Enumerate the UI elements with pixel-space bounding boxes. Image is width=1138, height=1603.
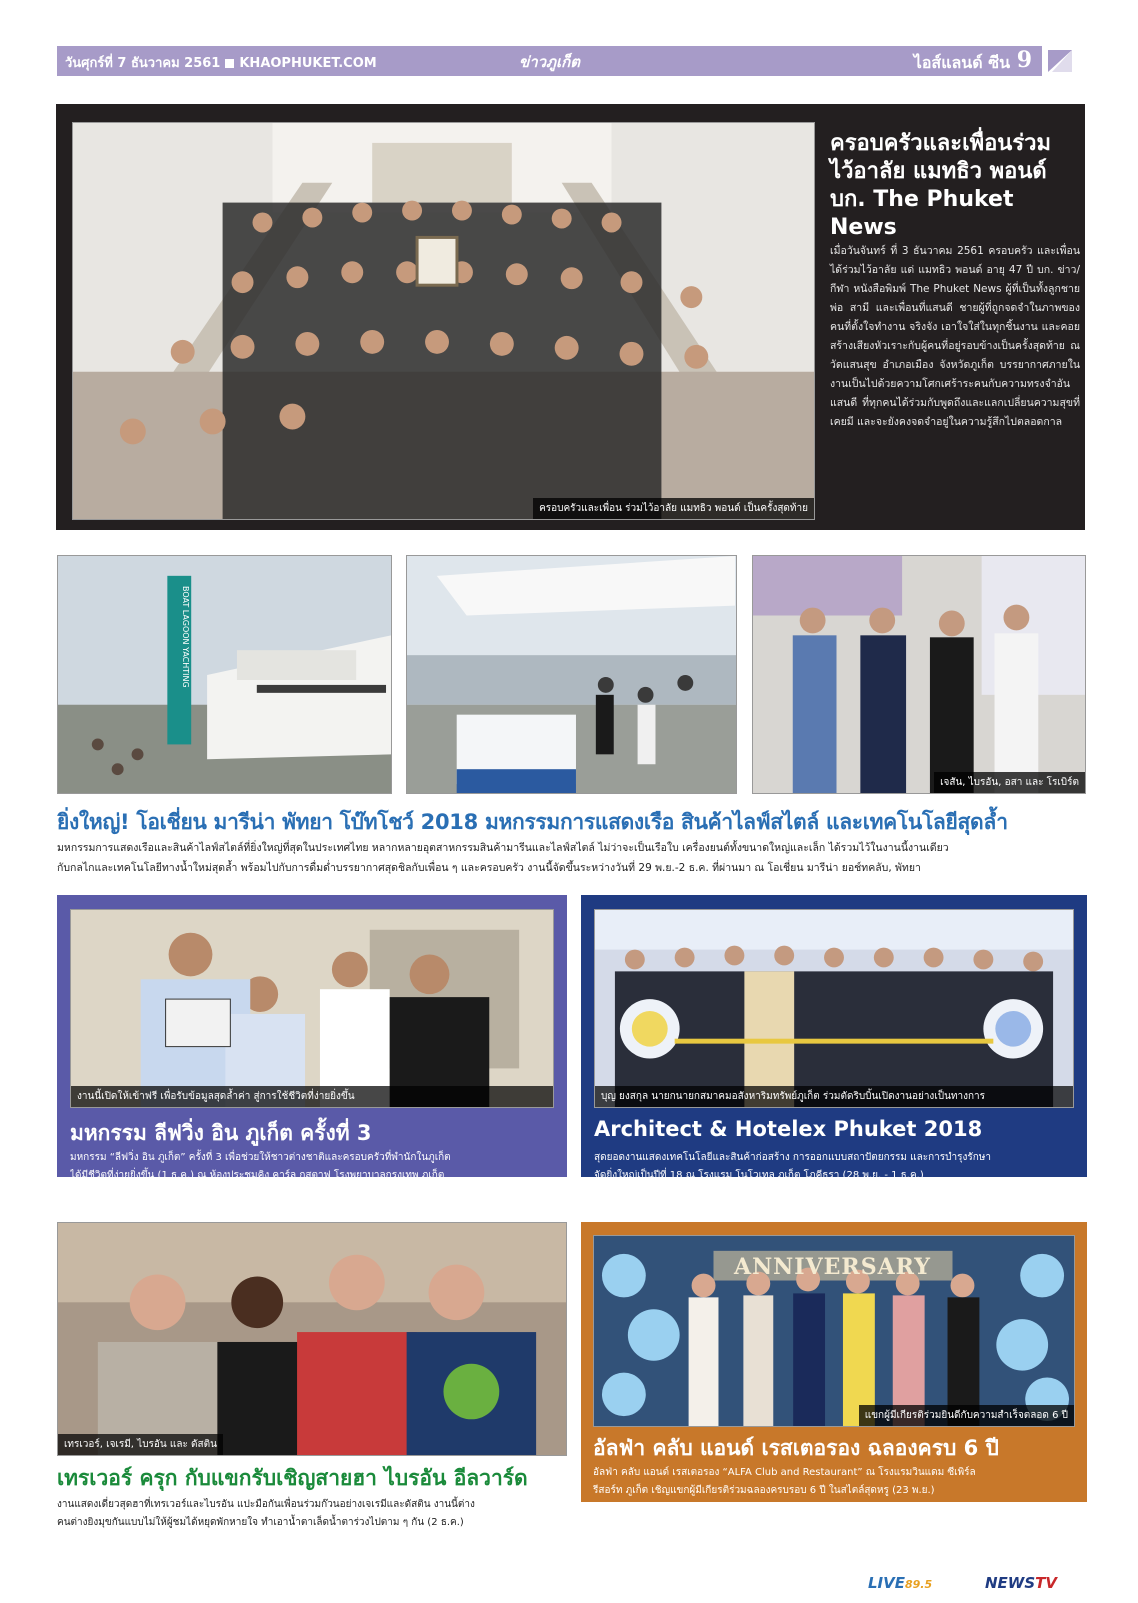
architect-hotelex-box (581, 895, 1087, 1181)
page-header (57, 46, 1078, 76)
body-line: สุดยอดงานแสดงเทคโนโลยีและสินค้าก่อสร้าง การออกแบบสถาปัตยกรรม และการบำรุงรักษา (594, 1152, 992, 1163)
live-radio-logo (868, 1574, 932, 1592)
architect-headline: Architect & Hotelex Phuket 2018 (594, 1117, 983, 1141)
body-line: มหกรรม “ลีฟวิ่ง อิน ภูเก็ต” ครั้งที่ 3 เพื่อช่วยให้ชาวต่างชาติและครอบครัวที่พำนักในภูเก็ต (70, 1152, 451, 1163)
alfa-club-box (581, 1222, 1087, 1502)
news-logo-text: NEWS (985, 1574, 1036, 1592)
comedy-headline: เทรเวอร์ ครุก กับแขกรับเชิญสายฮา ไบรอัน อีลวาร์ด (57, 1466, 528, 1490)
feature-title-line: ไว้อาลัย แมทธิว พอนด์ (830, 159, 1047, 184)
body-line: อัลฟ่า คลับ แอนด์ เรสเตอรอง “ALFA Club and Restaurant” ณ โรงแรมวินแดม ซีเพิร์ล (593, 1467, 976, 1478)
feature-body: เมื่อวันจันทร์ ที่ 3 ธันวาคม 2561 ครอบครัว และเพื่อนได้ร่วมไว้อาลัย แด่ แมทธิว พอนด์ อายุ 47 ปี บก. ข่าว/กีฬา หนังสือพิมพ์ The Phuket News ผู้ที่เป็นทั้งลูกชาย พ่อ สามี และเพื่อนที่แสนดี ชายผู้ที่ถูกจดจำในภาพของคนที่ตั้งใจทำงาน จริงจัง เอาใจใส่ในทุกชิ้นงาน และคอยสร้างเสียงหัวเราะกับผู้คนที่อยู่รอบข้างเป็นครั้งสุดท้าย ณ วัดแสนสุข อำเภอเมือง จังหวัดภูเก็ต บรรยากาศภายในงานเป็นไปด้วยความโศกเศร้าระคนกับความทรงจำอันแสนดี ที่ทุกคนได้ร่วมกับพูดถึงและแลกเปลี่ยนความสุขที่เคยมี และจะยังคงจดจำอยู่ในความรู้สึกไปตลอดกาล (830, 245, 1080, 428)
boat-show-photo-2 (406, 555, 737, 794)
anniversary-banner: ANNIVERSARY (734, 1254, 931, 1280)
feature-headline (830, 130, 1080, 242)
living-in-phuket-photo (70, 909, 554, 1108)
boat-show-photo-1 (57, 555, 392, 794)
live-frequency: 89.5 (905, 1578, 933, 1591)
body-line: งานแสดงเดี่ยวสุดฮาที่เทรเวอร์และไบรอัน แปะมือกันเพื่อนร่วมก๊วนอย่างเจเรมีและดัสติน งานนี้ต่าง (57, 1499, 475, 1510)
newspaper-logo: ข่าวภูเก็ต (519, 53, 580, 71)
section-name: ไอส์แลนด์ ซีน (913, 53, 1010, 72)
photo-caption: บุญ ยงสกุล นายกนายกสมาคมอสังหาริมทรัพย์ภูเก็ต ร่วมตัดริบบิ้นเปิดงานอย่างเป็นทางการ (595, 1086, 1073, 1107)
corner-mark-icon (1042, 46, 1078, 76)
living-body (70, 1149, 554, 1185)
photo-caption: แขกผู้มีเกียรติร่วมยินดีกับความสำเร็จตลอด 6 ปี (859, 1405, 1074, 1426)
alfa-anniversary-photo (593, 1235, 1075, 1427)
boat-show-photo-3 (752, 555, 1086, 794)
body-line: มหกรรมการแสดงเรือและสินค้าไลฟ์สไตล์ที่ยิ่งใหญ่ที่สุดในประเทศไทย หลากหลายอุตสาหกรรมสินค้ามารีนและไลฟ์สไตล์ ไม่ว่าจะเป็นเรือใบ เครื่องยนต์ทั้งขนาดใหญ่และเล็ก ได้รวมไว้ในงานนี้งานเดียว (57, 842, 949, 854)
alfa-headline: อัลฟ่า คลับ แอนด์ เรสเตอรอง ฉลองครบ 6 ปี (593, 1436, 999, 1460)
header-date: วันศุกร์ที่ 7 ธันวาคม 2561 (65, 56, 221, 71)
photo-caption: ครอบครัวและเพื่อน ร่วมไว้อาลัย แมทธิว พอนด์ เป็นครั้งสุดท้าย (533, 498, 814, 519)
boat-show-body (57, 838, 1087, 878)
comedy-photo (57, 1222, 567, 1456)
body-line: คนต่างยิงมุขกันแบบไม่ให้ผู้ชมได้หยุดพักหายใจ ทำเอาน้ำตาเล็ดน้ำตาร่วงไปตาม ๆ กัน (2 ธ.ค.) (57, 1517, 464, 1528)
feature-title-line: ครอบครัวและเพื่อนร่วม (830, 131, 1052, 156)
tv-logo-text: TV (1035, 1574, 1057, 1592)
living-headline: มหกรรม ลีฟวิ่ง อิน ภูเก็ต ครั้งที่ 3 (70, 1121, 372, 1145)
page-number: 9 (1016, 47, 1032, 73)
architect-body (594, 1149, 1074, 1185)
boat-show-headline: ยิ่งใหญ่! โอเชี่ยน มารีน่า พัทยา โบ๊ทโชว์ 2018 มหกรรมการแสดงเรือ สินค้าไลฟ์สไตล์ และเทคโนโลยีสุดล้ำ (57, 810, 1008, 834)
body-line: รีสอร์ท ภูเก็ต เชิญแขกผู้มีเกียรติร่วมฉลองครบรอบ 6 ปี ในสไตล์สุดหรู (23 พ.ย.) (593, 1485, 935, 1496)
memorial-group-photo (72, 122, 815, 520)
comedy-body (57, 1496, 567, 1532)
alfa-body (593, 1464, 1075, 1500)
architect-ribbon-photo (594, 909, 1074, 1108)
square-bullet-icon (225, 59, 234, 68)
body-line: จัดยิ่งใหญ่เป็นปีที่ 18 ณ โรงแรม โนโวเทล ภูเก็ต โภคีธรา (28 พ.ย. - 1 ธ.ค.) (594, 1170, 924, 1181)
live-logo-text: LIVE (868, 1574, 905, 1592)
news-tv-logo (985, 1574, 1057, 1592)
header-dateline (65, 52, 377, 73)
photo-caption: เจสัน, ไบรอัน, อสา และ โรเบิร์ต (934, 772, 1085, 793)
header-site: KHAOPHUKET.COM (239, 56, 377, 71)
photo-caption: งานนี้เปิดให้เข้าฟรี เพื่อรับข้อมูลสุดล้ำค่า สู่การใช้ชีวิตที่ง่ายยิ่งขึ้น (71, 1086, 553, 1107)
living-in-phuket-box (57, 895, 567, 1181)
body-line: กับกลไกและเทคโนโลยีทางน้ำใหม่สุดล้ำ พร้อมไปกับการดื่มด่ำบรรยากาศสุดชิลกับเพื่อน ๆ และครอบครัว งานนี้จัดขึ้นระหว่างวันที่ 29 พ.ย.-2 ธ.ค. ที่ผ่านมา ณ โอเชี่ยน มารีน่า ยอช์ทคลับ, พัทยา (57, 862, 921, 874)
boat-lagoon-banner: BOAT LAGOON YACHTING (181, 586, 190, 688)
photo-caption: เทรเวอร์, เจเรมี, ไบรอัน และ ดัสติน (58, 1434, 223, 1455)
body-line: ได้มีชีวิตที่ง่ายยิ่งขึ้น (1 ธ.ค.) ณ ห้องประชุมคิง คาร์ล กุสตาฟ โรงพยาบาลกรุงเทพ ภูเก็ต (70, 1170, 445, 1181)
feature-title-line: บก. The Phuket News (830, 187, 1014, 240)
